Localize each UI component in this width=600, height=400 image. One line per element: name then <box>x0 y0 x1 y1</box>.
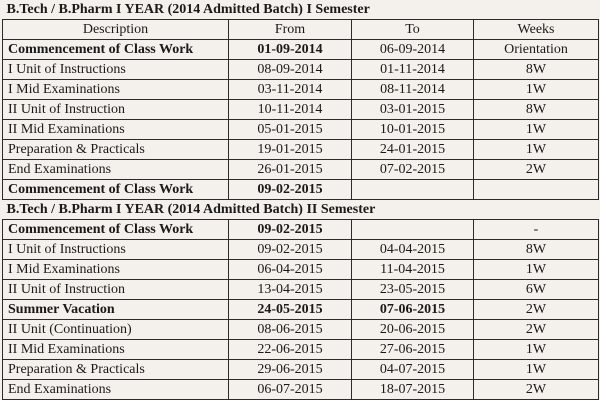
row-from: 26-01-2015 <box>229 160 352 180</box>
row-to: 06-09-2014 <box>352 40 474 60</box>
row-weeks: 1W <box>474 140 599 160</box>
row-description: I Mid Examinations <box>3 260 229 280</box>
row-to: 08-11-2014 <box>352 80 474 100</box>
column-header-description: Description <box>3 20 229 40</box>
row-description: I Unit of Instructions <box>3 60 229 80</box>
table-row <box>3 240 599 260</box>
row-description: II Mid Examinations <box>3 120 229 140</box>
row-weeks: 2W <box>474 160 599 180</box>
row-weeks: 1W <box>474 120 599 140</box>
table-row <box>3 280 599 300</box>
row-description: I Mid Examinations <box>3 80 229 100</box>
row-description: I Unit of Instructions <box>3 240 229 260</box>
semester-2-heading-row <box>3 200 599 220</box>
row-to: 01-11-2014 <box>352 60 474 80</box>
table-row <box>3 380 599 400</box>
row-from: 01-09-2014 <box>229 40 352 60</box>
table-row <box>3 60 599 80</box>
row-from: 08-09-2014 <box>229 60 352 80</box>
row-description: II Unit (Continuation) <box>3 320 229 340</box>
row-from: 13-04-2015 <box>229 280 352 300</box>
row-to: 07-02-2015 <box>352 160 474 180</box>
table-row <box>3 260 599 280</box>
row-to: 11-04-2015 <box>352 260 474 280</box>
table-row <box>3 140 599 160</box>
row-weeks: 2W <box>474 320 599 340</box>
row-description: II Mid Examinations <box>3 340 229 360</box>
row-weeks: 6W <box>474 280 599 300</box>
row-description: End Examinations <box>3 160 229 180</box>
row-description: Preparation & Practicals <box>3 360 229 380</box>
row-to: 10-01-2015 <box>352 120 474 140</box>
row-weeks: 1W <box>474 340 599 360</box>
table-row <box>3 320 599 340</box>
table-row <box>3 340 599 360</box>
row-from: 08-06-2015 <box>229 320 352 340</box>
row-to <box>352 220 474 240</box>
row-from: 06-04-2015 <box>229 260 352 280</box>
row-to: 20-06-2015 <box>352 320 474 340</box>
row-from: 19-01-2015 <box>229 140 352 160</box>
calendar-table <box>2 0 599 400</box>
table-row <box>3 160 599 180</box>
row-to: 03-01-2015 <box>352 100 474 120</box>
table-row <box>3 80 599 100</box>
row-to: 23-05-2015 <box>352 280 474 300</box>
row-description: Summer Vacation <box>3 300 229 320</box>
column-header-to: To <box>352 20 474 40</box>
row-to: 27-06-2015 <box>352 340 474 360</box>
row-description: II Unit of Instruction <box>3 280 229 300</box>
semester-2-title: B.Tech / B.Pharm I YEAR (2014 Admitted Batch) II Semester <box>3 200 599 220</box>
row-from: 09-02-2015 <box>229 240 352 260</box>
table-row <box>3 220 599 240</box>
row-to: 04-04-2015 <box>352 240 474 260</box>
row-from: 29-06-2015 <box>229 360 352 380</box>
row-from: 24-05-2015 <box>229 300 352 320</box>
row-description: Commencement of Class Work <box>3 40 229 60</box>
row-weeks: 8W <box>474 100 599 120</box>
row-from: 22-06-2015 <box>229 340 352 360</box>
table-row <box>3 300 599 320</box>
column-header-from: From <box>229 20 352 40</box>
column-header-row <box>3 20 599 40</box>
row-to <box>352 180 474 200</box>
table-row <box>3 40 599 60</box>
table-row <box>3 100 599 120</box>
row-from: 06-07-2015 <box>229 380 352 400</box>
row-from: 03-11-2014 <box>229 80 352 100</box>
table-row <box>3 180 599 200</box>
row-weeks: 8W <box>474 240 599 260</box>
row-to: 04-07-2015 <box>352 360 474 380</box>
column-header-weeks: Weeks <box>474 20 599 40</box>
row-weeks: 8W <box>474 60 599 80</box>
table-row <box>3 360 599 380</box>
row-from: 05-01-2015 <box>229 120 352 140</box>
row-description: Preparation & Practicals <box>3 140 229 160</box>
row-description: Commencement of Class Work <box>3 180 229 200</box>
row-weeks: 1W <box>474 360 599 380</box>
row-to: 24-01-2015 <box>352 140 474 160</box>
row-weeks: 2W <box>474 300 599 320</box>
row-to: 18-07-2015 <box>352 380 474 400</box>
row-weeks: Orientation <box>474 40 599 60</box>
semester-1-title: B.Tech / B.Pharm I YEAR (2014 Admitted Batch) I Semester <box>3 0 599 20</box>
row-weeks: - <box>474 220 599 240</box>
row-weeks: 1W <box>474 260 599 280</box>
row-to: 07-06-2015 <box>352 300 474 320</box>
row-from: 10-11-2014 <box>229 100 352 120</box>
row-description: II Unit of Instruction <box>3 100 229 120</box>
row-description: Commencement of Class Work <box>3 220 229 240</box>
table-row <box>3 120 599 140</box>
row-from: 09-02-2015 <box>229 220 352 240</box>
row-weeks: 2W <box>474 380 599 400</box>
row-weeks <box>474 180 599 200</box>
row-from: 09-02-2015 <box>229 180 352 200</box>
row-weeks: 1W <box>474 80 599 100</box>
semester-1-heading-row <box>3 0 599 20</box>
row-description: End Examinations <box>3 380 229 400</box>
